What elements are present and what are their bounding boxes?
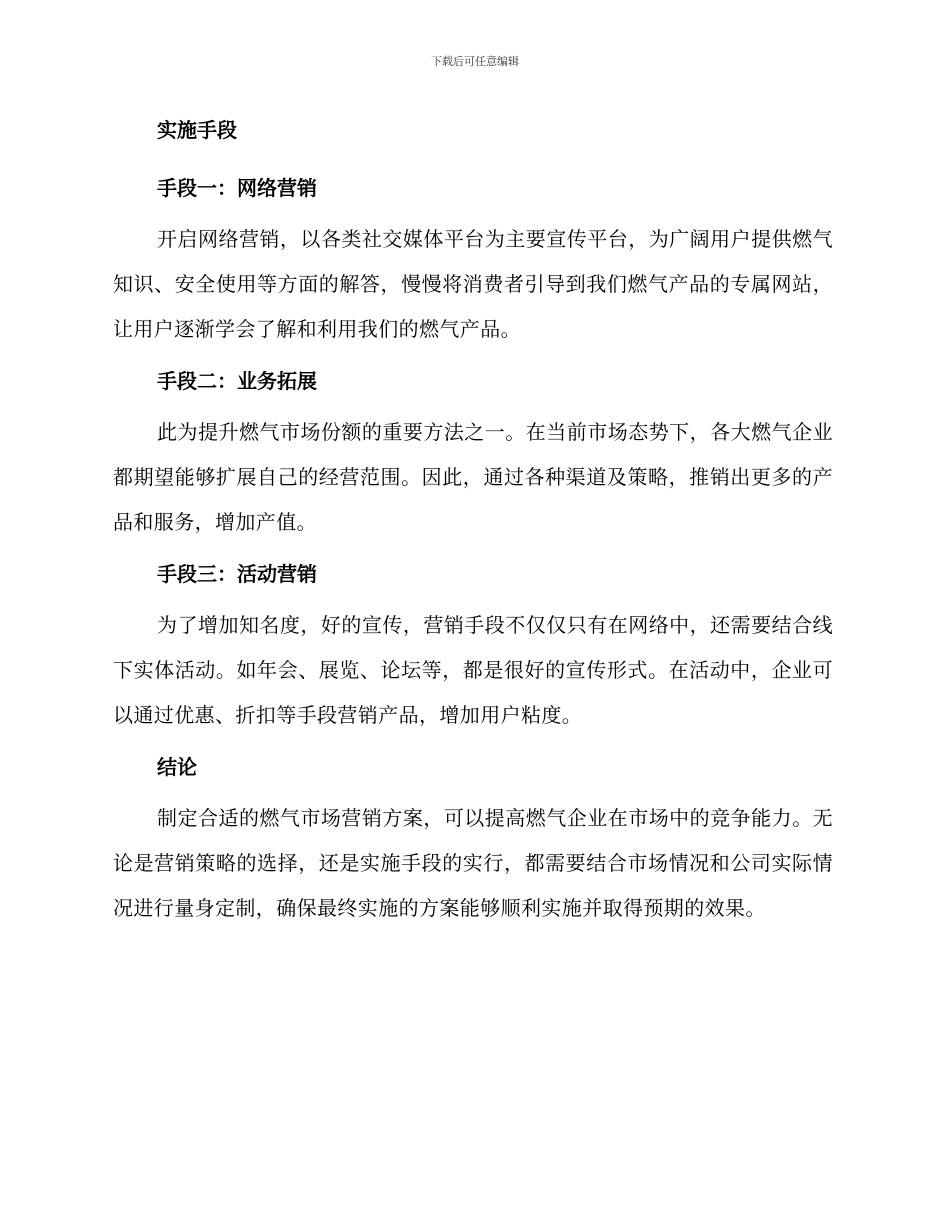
section-heading: 手段二：业务拓展 — [157, 369, 317, 393]
section-heading: 结论 — [157, 755, 197, 779]
section-paragraph: 制定合适的燃气市场营销方案，可以提高燃气企业在市场中的竞争能力。无论是营销策略的选择，还是实施手段的实行，都需要结合市场情况和公司实际情况进行量身定制，确保最终实施的方案能够顺利实施并取得预期的效果。 — [113, 806, 833, 920]
section-paragraph: 为了增加知名度，好的宣传，营销手段不仅仅只有在网络中，还需要结合线下实体活动。如年会、展览、论坛等，都是很好的宣传形式。在活动中，企业可以通过优惠、折扣等手段营销产品，增加用户粘度。 — [113, 613, 833, 727]
page-header: 下载后可任意编辑 — [431, 55, 519, 68]
section-heading: 手段一：网络营销 — [157, 176, 317, 200]
document-body — [113, 113, 833, 943]
section-heading: 手段三：活动营销 — [157, 562, 317, 586]
section-conclusion — [113, 750, 833, 931]
section-event-marketing — [113, 557, 833, 738]
section-title: 实施手段 — [157, 118, 237, 142]
section-business-expansion — [113, 364, 833, 545]
section-paragraph: 开启网络营销，以各类社交媒体平台为主要宣传平台，为广阔用户提供燃气知识、安全使用等方面的解答，慢慢将消费者引导到我们燃气产品的专属网站，让用户逐渐学会了解和利用我们的燃气产品。 — [113, 227, 833, 341]
section-paragraph: 此为提升燃气市场份额的重要方法之一。在当前市场态势下，各大燃气企业都期望能够扩展自己的经营范围。因此，通过各种渠道及策略，推销出更多的产品和服务，增加产值。 — [113, 420, 833, 534]
section-network-marketing — [113, 171, 833, 352]
